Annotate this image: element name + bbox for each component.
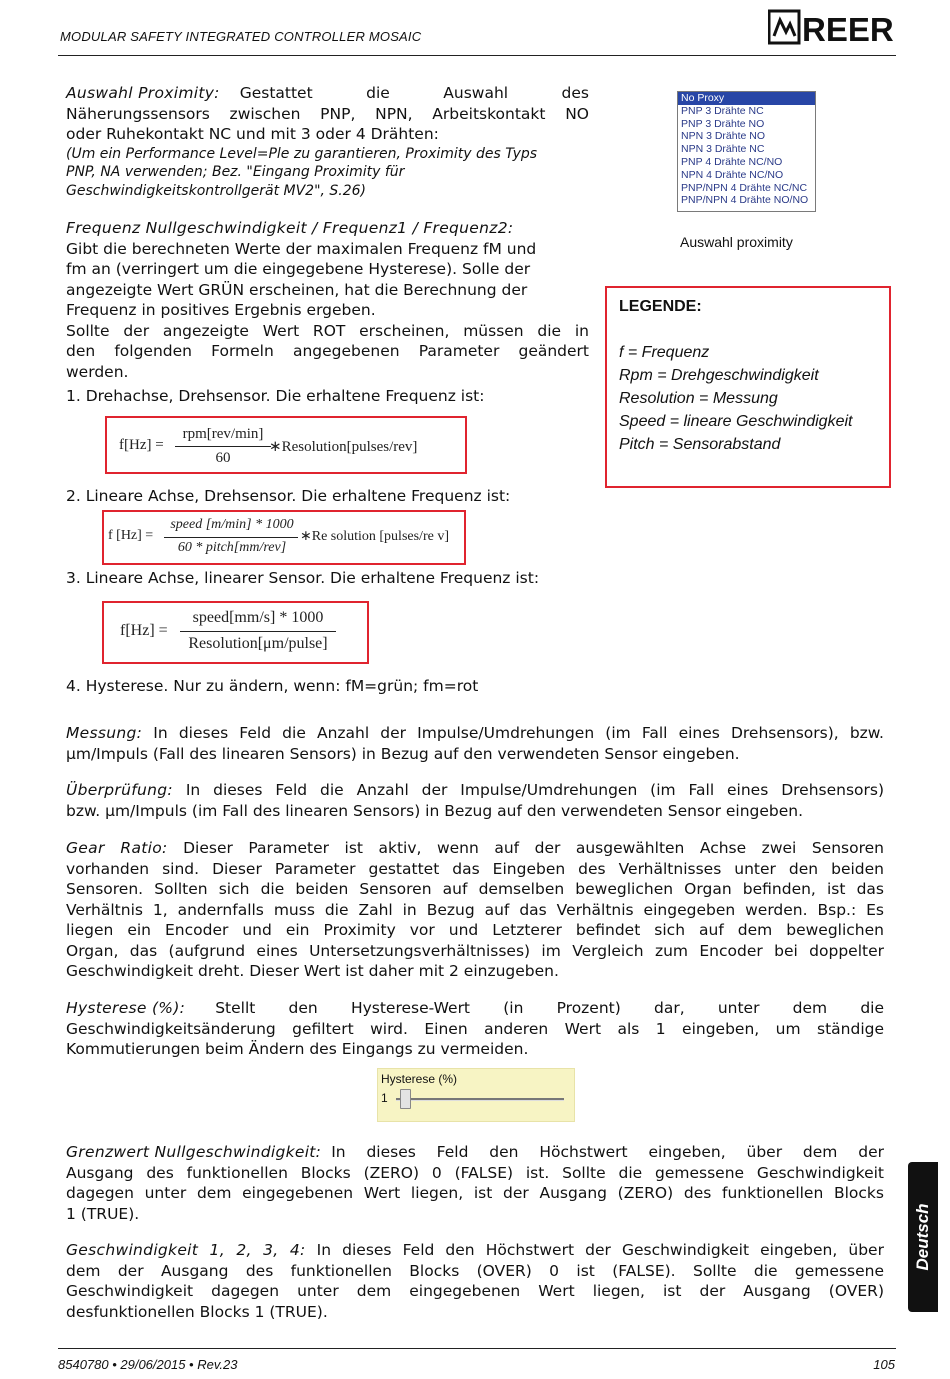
header-title: MODULAR SAFETY INTEGRATED CONTROLLER MOSAIC <box>60 29 422 44</box>
messung-line: In dieses Feld die Anzahl der Impulse/Umdrehungen (im Fall eines Drehsensors), bzw. <box>153 724 884 742</box>
frequency-line: angezeigte Wert GRÜN erscheinen, hat die Berechnung der <box>66 280 528 299</box>
fraction-bar <box>164 537 298 538</box>
language-tab <box>908 1162 938 1312</box>
formula-lhs: f[Hz] = <box>120 622 168 639</box>
geschwindigkeit-line: Geschwindigkeit dagegen unter dem eingegebenen Wert liegen, ist der Ausgang (OVER) <box>66 1282 884 1300</box>
proximity-line-2: Näherungssensors zwischen PNP, NPN, Arbeitskontakt NO <box>66 104 589 123</box>
page-number: 105 <box>873 1357 895 1372</box>
proximity-line-1: Gestattet die Auswahl des <box>239 84 589 102</box>
hysterese-widget <box>377 1068 575 1122</box>
ueberpruefung-paragraph <box>66 780 884 821</box>
legend-item: f = Frequenz <box>619 344 710 361</box>
fraction-bar <box>180 631 336 632</box>
proximity-paragraph <box>66 83 589 200</box>
legend-item: Rpm = Drehgeschwindigkeit <box>619 367 819 384</box>
formula-lhs: f [Hz] = <box>108 528 154 543</box>
proximity-note-1: (Um ein Performance Level=Ple zu garantieren, Proximity des Typs <box>66 145 538 162</box>
formula-numerator: speed [m/min] * 1000 <box>170 517 294 532</box>
ueberpruefung-line: In dieses Feld die Anzahl der Impulse/Umdrehungen (im Fall eines Drehsensors) <box>185 781 885 799</box>
frequency-line: Sollte der angezeigte Wert ROT erscheinen, müssen die in <box>66 321 589 340</box>
header-rule <box>58 55 896 56</box>
formula-denominator: Resolution[μm/pulse] <box>188 635 328 652</box>
proximity-line-3: oder Ruhekontakt NC und mit 3 oder 4 Drähten: <box>66 125 439 143</box>
fraction-bar <box>175 446 271 447</box>
geschwindigkeit-line: desfunktionellen Blocks 1 (TRUE). <box>66 1302 328 1321</box>
footer-rule <box>58 1348 896 1349</box>
frequency-line: den folgenden Formeln angegebenen Parameter geändert <box>66 342 589 360</box>
proximity-option[interactable]: PNP/NPN 4 Drähte NO/NO <box>681 194 809 207</box>
formula-lhs: f[Hz] = <box>119 437 164 453</box>
proximity-option[interactable]: NPN 3 Drähte NO <box>681 130 766 143</box>
frequency-line: Gibt die berechneten Werte der maximalen Frequenz fM und <box>66 239 537 258</box>
proximity-option[interactable]: PNP 3 Drähte NO <box>681 117 765 130</box>
proximity-label: Auswahl Proximity: <box>66 84 220 102</box>
formula-rhs: ∗Re solution [pulses/re v] <box>300 529 449 544</box>
hysterese-line: Geschwindigkeitsänderung gefiltert wird. Einen anderen Wert als 1 eingeben, um ständige <box>66 1019 884 1038</box>
grenzwert-paragraph <box>66 1142 884 1224</box>
proximity-option[interactable]: PNP 4 Drähte NC/NO <box>681 155 783 168</box>
formula-list-item-2: 2. Lineare Achse, Drehsensor. Die erhaltene Frequenz ist: <box>66 487 511 505</box>
proximity-option[interactable]: NPN 4 Drähte NC/NO <box>681 168 784 181</box>
hysterese-paragraph <box>66 998 884 1060</box>
legend-item: Speed = lineare Geschwindigkeit <box>619 413 853 430</box>
formula-linear-rotary <box>102 510 466 565</box>
ueberpruefung-line: bzw. µm/Impuls (im Fall des linearen Sensors) in Bezug auf den verwendeten Sensor eingeben. <box>66 801 804 820</box>
geschwindigkeit-paragraph <box>66 1240 884 1322</box>
gear-ratio-line: liegen ein Encoder und ein Proximity vor und Letzterer befindet sich auf dem beweglichen <box>66 921 884 939</box>
formula-numerator: speed[mm/s] * 1000 <box>192 609 324 626</box>
gear-ratio-line: Dieser Parameter ist aktiv, wenn auf der ausgewählten Achse zwei Sensoren <box>183 839 884 857</box>
legend-item: Pitch = Sensorabstand <box>619 436 781 453</box>
footer-doc-info: 8540780 • 29/06/2015 • Rev.23 <box>58 1357 238 1372</box>
proximity-option[interactable]: PNP 3 Drähte NC <box>681 104 764 117</box>
proximity-caption: Auswahl proximity <box>680 234 793 250</box>
hysterese-slider-thumb[interactable] <box>400 1089 411 1109</box>
formula-rhs: ∗Resolution[pulses/rev] <box>269 439 418 455</box>
frequency-paragraph <box>66 218 589 382</box>
grenzwert-line: In dieses Feld den Höchstwert eingeben, über dem der <box>331 1143 884 1161</box>
gear-ratio-line: vorhanden sind. Dieser Parameter gestattet das Eingeben des Verhältnisses unter den beiden <box>66 859 884 878</box>
language-tab-label: Deutsch <box>913 1203 932 1271</box>
hysterese-line: Kommutierungen beim Ändern des Eingangs zu vermeiden. <box>66 1040 529 1058</box>
proximity-option[interactable]: NPN 3 Drähte NC <box>681 143 765 156</box>
grenzwert-line: 1 (TRUE). <box>66 1204 140 1223</box>
gear-ratio-line: Verhältnis 1, andernfalls muss die Zahl in Bezug auf das Verhältnis eingegeben werden. Bsp.: Es <box>66 900 884 919</box>
formula-denominator: 60 * pitch[mm/rev] <box>177 540 287 555</box>
grenzwert-line: Ausgang des funktionellen Blocks (ZERO) 0 (FALSE) ist. Sollte die gemessene Geschwindigkeit <box>66 1163 884 1182</box>
frequency-label: Frequenz Nullgeschwindigkeit / Frequenz1 / Frequenz2: <box>66 219 514 237</box>
grenzwert-line: dagegen unter dem eingegebenen Wert liegen, ist der Ausgang (ZERO) des funktionellen Blocks <box>66 1184 884 1202</box>
frequency-line: Frequenz in positives Ergebnis ergeben. <box>66 301 376 319</box>
gear-ratio-line: Sensoren. Sollten sich die beiden Sensoren auf demselben beweglichen Organ befinden, ist das <box>66 880 884 898</box>
formula-list-item-1: 1. Drehachse, Drehsensor. Die erhaltene Frequenz ist: <box>66 387 485 405</box>
messung-line: µm/Impuls (Fall des linearen Sensors) in Bezug auf den verwendeten Sensor eingeben. <box>66 744 740 763</box>
hysterese-line: Stellt den Hysterese-Wert (in Prozent) dar, unter dem die <box>215 999 884 1017</box>
gear-ratio-line: Geschwindigkeit dreht. Dieser Wert ist daher mit 2 einzugeben. <box>66 962 559 980</box>
hysterese-widget-value: 1 <box>381 1091 388 1105</box>
messung-label: Messung: <box>66 724 143 742</box>
geschwindigkeit-line: dem der Ausgang des funktionellen Blocks (OVER) 0 ist (FALSE). Sollte die gemessene <box>66 1261 884 1280</box>
svg-text:REER: REER <box>802 11 894 46</box>
proximity-note-2: PNP, NA verwenden; Bez. "Eingang Proximity für <box>66 164 405 180</box>
formula-linear-linear <box>102 601 369 664</box>
gear-ratio-paragraph <box>66 838 884 982</box>
geschwindigkeit-line: In dieses Feld den Höchstwert der Geschwindigkeit eingeben, über <box>316 1241 884 1259</box>
proximity-list[interactable] <box>677 91 816 212</box>
legend-box <box>605 286 891 488</box>
gear-ratio-label: Gear Ratio: <box>66 839 168 857</box>
legend-item: Resolution = Messung <box>619 390 778 407</box>
reer-logo <box>768 8 894 46</box>
hysterese-widget-title: Hysterese (%) <box>381 1072 458 1086</box>
hysterese-label: Hysterese (%): <box>66 999 186 1017</box>
frequency-line: fm an (verringert um die eingegebene Hysterese). Solle der <box>66 260 531 278</box>
messung-paragraph <box>66 723 884 764</box>
gear-ratio-line: Organ, das (aufgrund eines Untersetzungsverhältnisses) im Vergleich zum Encoder bei doppelter <box>66 941 884 960</box>
proximity-note-3: Geschwindigkeitskontrollgerät MV2", S.26) <box>66 182 367 199</box>
proximity-option[interactable]: PNP/NPN 4 Drähte NC/NC <box>681 181 808 194</box>
hysterese-slider-track[interactable] <box>396 1098 564 1101</box>
formula-rotary-rotary <box>105 416 467 474</box>
legend-title: LEGENDE: <box>619 298 702 315</box>
formula-denominator: 60 <box>215 450 231 466</box>
grenzwert-label: Grenzwert Nullgeschwindigkeit: <box>66 1143 322 1161</box>
formula-list-item-3: 3. Lineare Achse, linearer Sensor. Die erhaltene Frequenz ist: <box>66 569 540 587</box>
frequency-line: werden. <box>66 362 129 381</box>
proximity-option-selected[interactable]: No Proxy <box>678 92 815 105</box>
formula-numerator: rpm[rev/min] <box>182 426 264 442</box>
ueberpruefung-label: Überprüfung: <box>66 781 173 799</box>
formula-list-item-4: 4. Hysterese. Nur zu ändern, wenn: fM=grün; fm=rot <box>66 677 479 695</box>
geschwindigkeit-label: Geschwindigkeit 1, 2, 3, 4: <box>66 1241 306 1259</box>
